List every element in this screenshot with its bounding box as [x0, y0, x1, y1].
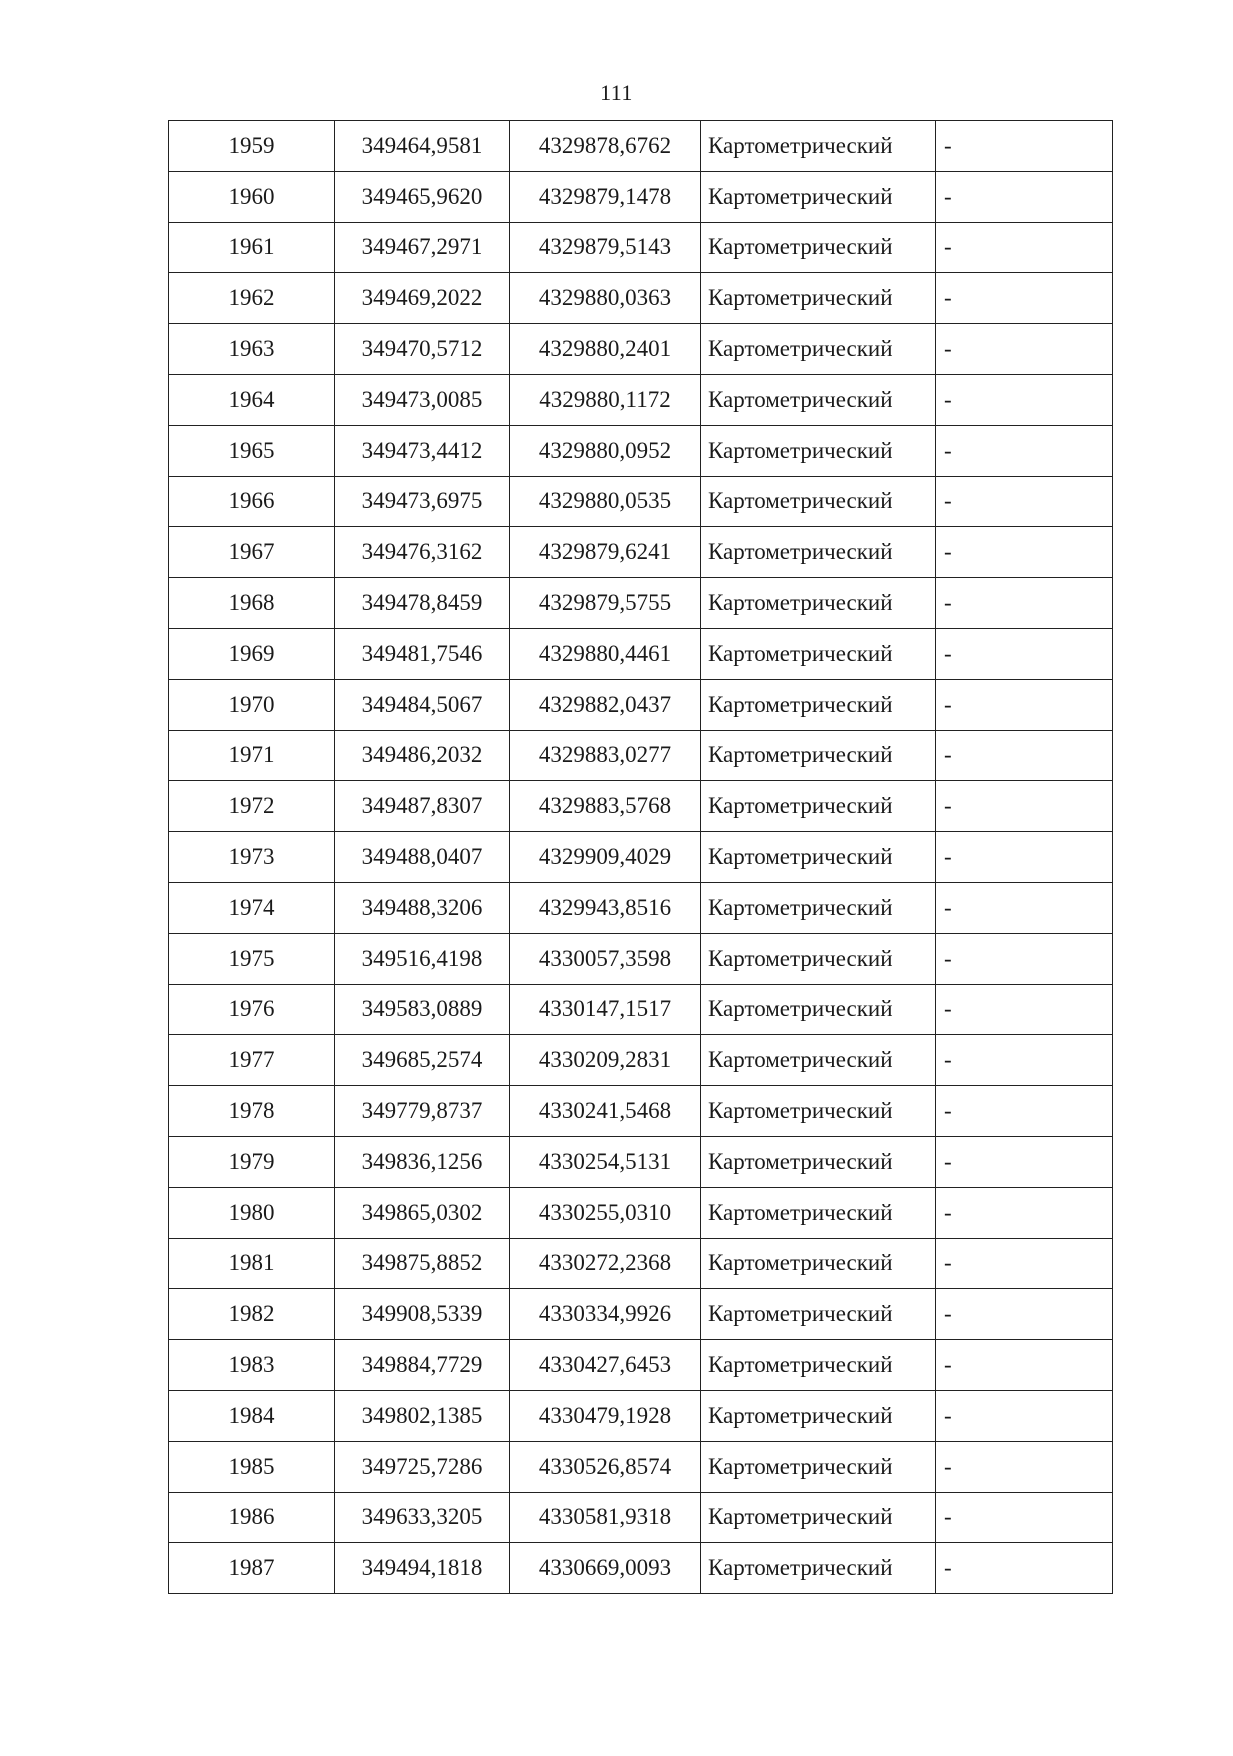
y-coordinate-cell: 4330334,9926 [510, 1289, 701, 1340]
x-coordinate-cell: 349484,5067 [335, 679, 510, 730]
table-row [169, 273, 1113, 324]
x-coordinate-cell: 349464,9581 [335, 121, 510, 172]
y-coordinate-cell: 4329880,1172 [510, 374, 701, 425]
table-row [169, 1543, 1113, 1594]
x-coordinate-cell: 349488,0407 [335, 832, 510, 883]
x-coordinate-cell: 349476,3162 [335, 527, 510, 578]
y-coordinate-cell: 4329880,0535 [510, 476, 701, 527]
coordinates-table-body [169, 121, 1113, 1594]
point-number-cell: 1967 [169, 527, 335, 578]
table-row [169, 984, 1113, 1035]
point-number-cell: 1962 [169, 273, 335, 324]
table-row [169, 1340, 1113, 1391]
note-cell: - [936, 730, 1113, 781]
table-row [169, 1492, 1113, 1543]
note-cell: - [936, 933, 1113, 984]
note-cell: - [936, 1441, 1113, 1492]
y-coordinate-cell: 4330241,5468 [510, 1086, 701, 1137]
point-number-cell: 1964 [169, 374, 335, 425]
note-cell: - [936, 1086, 1113, 1137]
method-cell: Картометрический [701, 882, 936, 933]
x-coordinate-cell: 349908,5339 [335, 1289, 510, 1340]
point-number-cell: 1960 [169, 171, 335, 222]
point-number-cell: 1970 [169, 679, 335, 730]
method-cell: Картометрический [701, 1543, 936, 1594]
note-cell: - [936, 121, 1113, 172]
x-coordinate-cell: 349469,2022 [335, 273, 510, 324]
method-cell: Картометрический [701, 171, 936, 222]
method-cell: Картометрический [701, 679, 936, 730]
note-cell: - [936, 374, 1113, 425]
y-coordinate-cell: 4329880,4461 [510, 628, 701, 679]
y-coordinate-cell: 4329883,5768 [510, 781, 701, 832]
method-cell: Картометрический [701, 984, 936, 1035]
x-coordinate-cell: 349481,7546 [335, 628, 510, 679]
y-coordinate-cell: 4330427,6453 [510, 1340, 701, 1391]
y-coordinate-cell: 4330057,3598 [510, 933, 701, 984]
note-cell: - [936, 476, 1113, 527]
table-row [169, 933, 1113, 984]
point-number-cell: 1959 [169, 121, 335, 172]
point-number-cell: 1982 [169, 1289, 335, 1340]
y-coordinate-cell: 4329943,8516 [510, 882, 701, 933]
note-cell: - [936, 882, 1113, 933]
method-cell: Картометрический [701, 121, 936, 172]
x-coordinate-cell: 349473,6975 [335, 476, 510, 527]
table-row [169, 578, 1113, 629]
x-coordinate-cell: 349478,8459 [335, 578, 510, 629]
note-cell: - [936, 222, 1113, 273]
method-cell: Картометрический [701, 1136, 936, 1187]
table-row [169, 1187, 1113, 1238]
y-coordinate-cell: 4329879,6241 [510, 527, 701, 578]
point-number-cell: 1961 [169, 222, 335, 273]
table-row [169, 1086, 1113, 1137]
y-coordinate-cell: 4330209,2831 [510, 1035, 701, 1086]
table-row [169, 628, 1113, 679]
note-cell: - [936, 425, 1113, 476]
point-number-cell: 1985 [169, 1441, 335, 1492]
note-cell: - [936, 679, 1113, 730]
point-number-cell: 1987 [169, 1543, 335, 1594]
point-number-cell: 1981 [169, 1238, 335, 1289]
table-row [169, 1136, 1113, 1187]
note-cell: - [936, 1187, 1113, 1238]
point-number-cell: 1980 [169, 1187, 335, 1238]
point-number-cell: 1978 [169, 1086, 335, 1137]
table-row [169, 730, 1113, 781]
note-cell: - [936, 1035, 1113, 1086]
point-number-cell: 1986 [169, 1492, 335, 1543]
x-coordinate-cell: 349488,3206 [335, 882, 510, 933]
method-cell: Картометрический [701, 1289, 936, 1340]
point-number-cell: 1979 [169, 1136, 335, 1187]
point-number-cell: 1976 [169, 984, 335, 1035]
point-number-cell: 1972 [169, 781, 335, 832]
method-cell: Картометрический [701, 324, 936, 375]
table-row [169, 882, 1113, 933]
table-row [169, 222, 1113, 273]
point-number-cell: 1966 [169, 476, 335, 527]
method-cell: Картометрический [701, 1035, 936, 1086]
table-row [169, 527, 1113, 578]
x-coordinate-cell: 349467,2971 [335, 222, 510, 273]
point-number-cell: 1969 [169, 628, 335, 679]
x-coordinate-cell: 349486,2032 [335, 730, 510, 781]
coordinates-table [168, 120, 1113, 1594]
note-cell: - [936, 171, 1113, 222]
note-cell: - [936, 628, 1113, 679]
note-cell: - [936, 1289, 1113, 1340]
note-cell: - [936, 527, 1113, 578]
x-coordinate-cell: 349473,0085 [335, 374, 510, 425]
note-cell: - [936, 1390, 1113, 1441]
x-coordinate-cell: 349516,4198 [335, 933, 510, 984]
table-row [169, 679, 1113, 730]
point-number-cell: 1963 [169, 324, 335, 375]
y-coordinate-cell: 4329880,2401 [510, 324, 701, 375]
x-coordinate-cell: 349685,2574 [335, 1035, 510, 1086]
point-number-cell: 1974 [169, 882, 335, 933]
point-number-cell: 1968 [169, 578, 335, 629]
y-coordinate-cell: 4329879,5755 [510, 578, 701, 629]
method-cell: Картометрический [701, 781, 936, 832]
y-coordinate-cell: 4329883,0277 [510, 730, 701, 781]
x-coordinate-cell: 349865,0302 [335, 1187, 510, 1238]
x-coordinate-cell: 349465,9620 [335, 171, 510, 222]
note-cell: - [936, 273, 1113, 324]
table-row [169, 1390, 1113, 1441]
note-cell: - [936, 1136, 1113, 1187]
method-cell: Картометрический [701, 578, 936, 629]
point-number-cell: 1977 [169, 1035, 335, 1086]
y-coordinate-cell: 4330479,1928 [510, 1390, 701, 1441]
point-number-cell: 1975 [169, 933, 335, 984]
table-row [169, 476, 1113, 527]
x-coordinate-cell: 349836,1256 [335, 1136, 510, 1187]
x-coordinate-cell: 349487,8307 [335, 781, 510, 832]
table-row [169, 1441, 1113, 1492]
note-cell: - [936, 1543, 1113, 1594]
y-coordinate-cell: 4329880,0363 [510, 273, 701, 324]
point-number-cell: 1971 [169, 730, 335, 781]
x-coordinate-cell: 349884,7729 [335, 1340, 510, 1391]
x-coordinate-cell: 349633,3205 [335, 1492, 510, 1543]
method-cell: Картометрический [701, 1441, 936, 1492]
x-coordinate-cell: 349725,7286 [335, 1441, 510, 1492]
page-number: 111 [600, 80, 633, 105]
y-coordinate-cell: 4330147,1517 [510, 984, 701, 1035]
method-cell: Картометрический [701, 1187, 936, 1238]
table-row [169, 1035, 1113, 1086]
table-row [169, 1289, 1113, 1340]
x-coordinate-cell: 349875,8852 [335, 1238, 510, 1289]
method-cell: Картометрический [701, 476, 936, 527]
table-row [169, 121, 1113, 172]
x-coordinate-cell: 349470,5712 [335, 324, 510, 375]
method-cell: Картометрический [701, 628, 936, 679]
note-cell: - [936, 984, 1113, 1035]
method-cell: Картометрический [701, 1390, 936, 1441]
method-cell: Картометрический [701, 1492, 936, 1543]
point-number-cell: 1983 [169, 1340, 335, 1391]
y-coordinate-cell: 4330255,0310 [510, 1187, 701, 1238]
x-coordinate-cell: 349583,0889 [335, 984, 510, 1035]
y-coordinate-cell: 4330254,5131 [510, 1136, 701, 1187]
x-coordinate-cell: 349473,4412 [335, 425, 510, 476]
y-coordinate-cell: 4330526,8574 [510, 1441, 701, 1492]
method-cell: Картометрический [701, 273, 936, 324]
y-coordinate-cell: 4329882,0437 [510, 679, 701, 730]
point-number-cell: 1973 [169, 832, 335, 883]
point-number-cell: 1984 [169, 1390, 335, 1441]
note-cell: - [936, 324, 1113, 375]
method-cell: Картометрический [701, 1086, 936, 1137]
x-coordinate-cell: 349494,1818 [335, 1543, 510, 1594]
table-row [169, 781, 1113, 832]
y-coordinate-cell: 4330272,2368 [510, 1238, 701, 1289]
y-coordinate-cell: 4330581,9318 [510, 1492, 701, 1543]
table-row [169, 425, 1113, 476]
table-row [169, 171, 1113, 222]
x-coordinate-cell: 349802,1385 [335, 1390, 510, 1441]
note-cell: - [936, 1340, 1113, 1391]
method-cell: Картометрический [701, 527, 936, 578]
method-cell: Картометрический [701, 1340, 936, 1391]
method-cell: Картометрический [701, 374, 936, 425]
note-cell: - [936, 1238, 1113, 1289]
method-cell: Картометрический [701, 730, 936, 781]
table-row [169, 832, 1113, 883]
point-number-cell: 1965 [169, 425, 335, 476]
table-row [169, 1238, 1113, 1289]
table-row [169, 324, 1113, 375]
y-coordinate-cell: 4329879,1478 [510, 171, 701, 222]
y-coordinate-cell: 4329909,4029 [510, 832, 701, 883]
method-cell: Картометрический [701, 1238, 936, 1289]
y-coordinate-cell: 4329879,5143 [510, 222, 701, 273]
method-cell: Картометрический [701, 425, 936, 476]
x-coordinate-cell: 349779,8737 [335, 1086, 510, 1137]
method-cell: Картометрический [701, 832, 936, 883]
method-cell: Картометрический [701, 222, 936, 273]
note-cell: - [936, 1492, 1113, 1543]
y-coordinate-cell: 4329880,0952 [510, 425, 701, 476]
y-coordinate-cell: 4329878,6762 [510, 121, 701, 172]
y-coordinate-cell: 4330669,0093 [510, 1543, 701, 1594]
method-cell: Картометрический [701, 933, 936, 984]
table-row [169, 374, 1113, 425]
note-cell: - [936, 578, 1113, 629]
note-cell: - [936, 781, 1113, 832]
note-cell: - [936, 832, 1113, 883]
